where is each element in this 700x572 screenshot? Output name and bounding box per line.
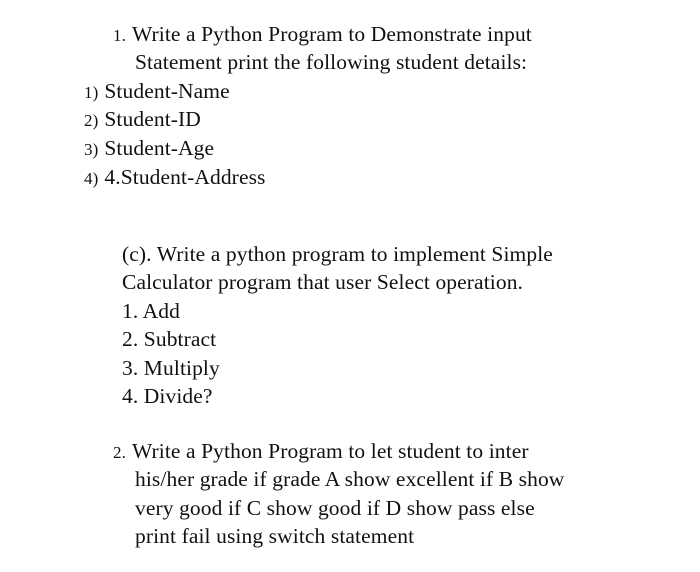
list-item-text: Student-Age <box>104 136 215 160</box>
question-1-number: 1. <box>113 26 126 45</box>
list-item: 2. Subtract <box>122 327 217 351</box>
list-item-text: Student-ID <box>104 107 201 131</box>
list-item <box>84 134 214 164</box>
question-2-number: 2. <box>113 443 126 462</box>
list-item-number: 4) <box>84 169 99 188</box>
question-1c-line-2: Calculator program that user Select operation. <box>122 270 524 294</box>
list-item <box>84 77 230 107</box>
list-item-number: 3) <box>84 140 99 159</box>
list-item <box>84 105 201 135</box>
question-2-line-4: print fail using switch statement <box>135 524 415 548</box>
list-item: 3. Multiply <box>122 356 220 380</box>
question-2-line-1 <box>113 437 529 467</box>
question-2-line-3: very good if C show good if D show pass else <box>135 496 535 520</box>
list-item-number: 1) <box>84 83 99 102</box>
question-1-text-1: Write a Python Program to Demonstrate input <box>131 22 532 46</box>
list-item: 1. Add <box>122 299 180 323</box>
question-1-line-1 <box>113 20 532 50</box>
question-2-line-2: his/her grade if grade A show excellent if B show <box>135 467 565 491</box>
list-item-number: 2) <box>84 111 99 130</box>
list-item-text: Student-Name <box>104 79 230 103</box>
list-item <box>84 163 266 193</box>
question-1c-line-1: (c). Write a python program to implement Simple <box>122 242 553 266</box>
list-item-text: 4.Student-Address <box>104 165 266 189</box>
question-2-text-1: Write a Python Program to let student to inter <box>131 439 529 463</box>
question-1-line-2: Statement print the following student details: <box>135 50 528 74</box>
list-item: 4. Divide? <box>122 384 213 408</box>
